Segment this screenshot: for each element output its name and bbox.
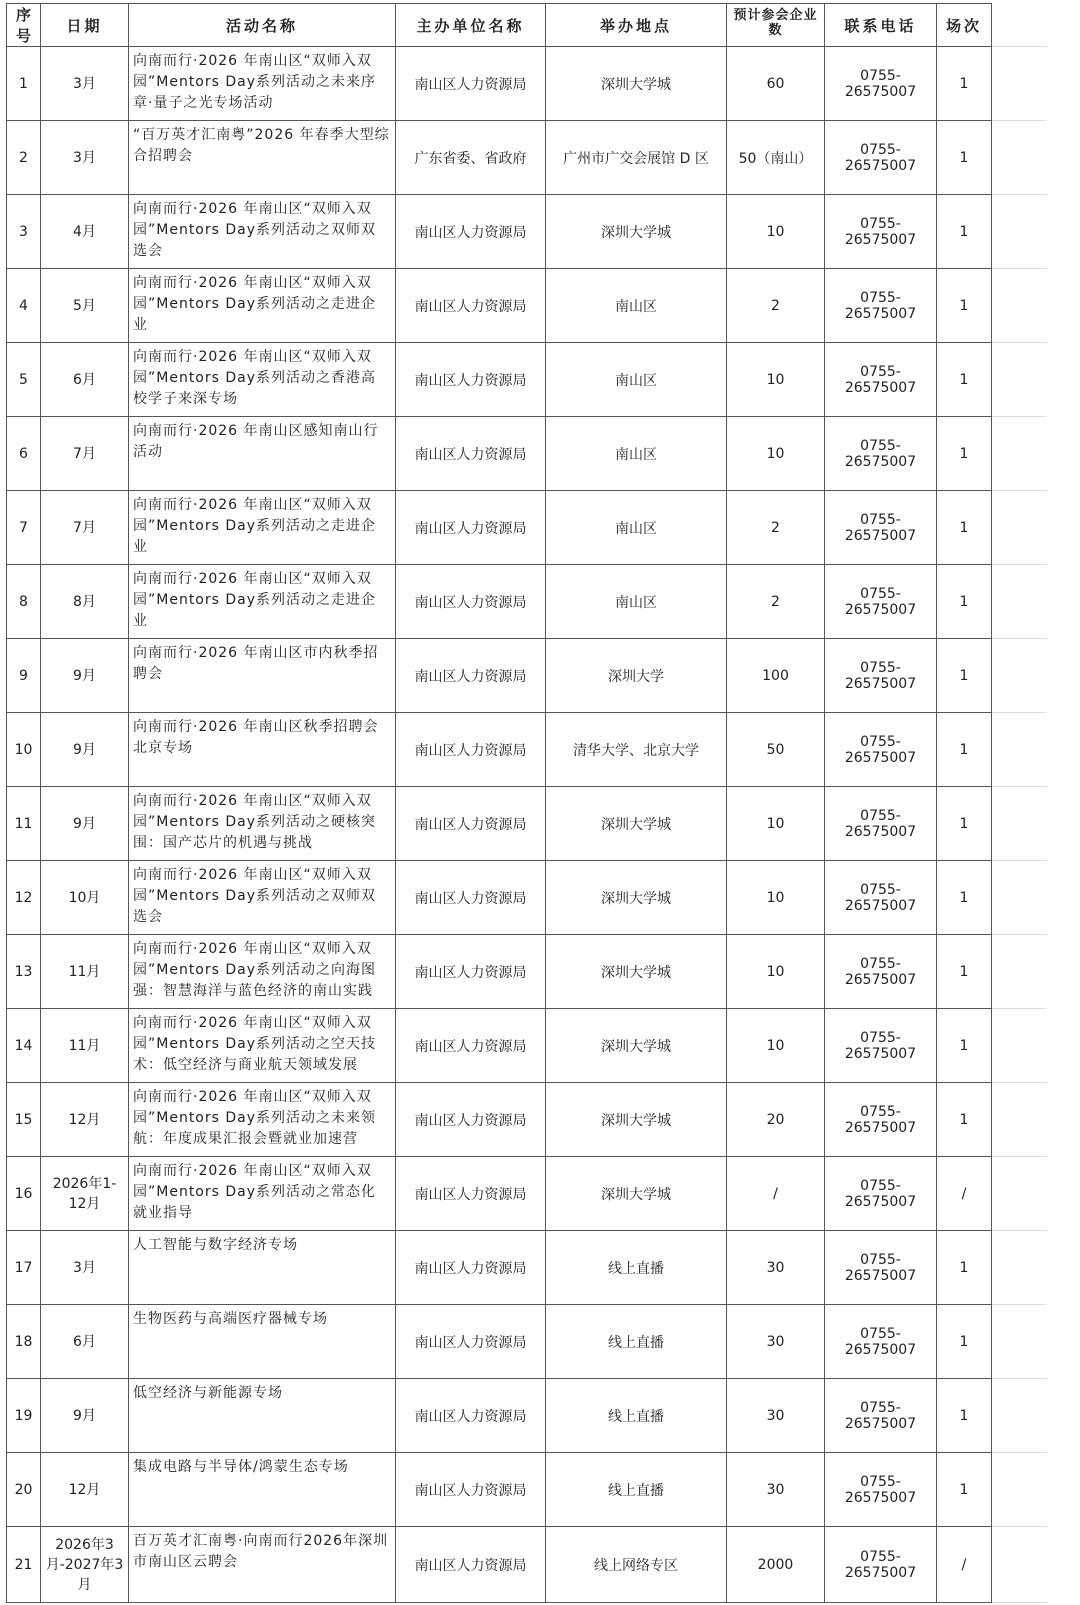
cell-expected-companies: 10 (727, 195, 825, 269)
cell-activity-name (129, 935, 396, 1009)
cell-host: 南山区人力资源局 (396, 1379, 546, 1453)
table-header-row (7, 4, 1047, 47)
activity-name-text: 向南而行·2026 年南山区市内秋季招聘会 (133, 645, 379, 682)
cell-host: 南山区人力资源局 (396, 491, 546, 565)
cell-host: 南山区人力资源局 (396, 343, 546, 417)
table-row (7, 269, 1047, 343)
cell-expected-companies: 2000 (727, 1527, 825, 1603)
activity-name-text: 向南而行·2026 年南山区感知南山行活动 (133, 423, 379, 460)
header-date: 日期 (41, 4, 129, 47)
cell-venue: 线上网络专区 (546, 1527, 727, 1603)
cell-activity-name (129, 1527, 396, 1603)
cell-date: 9月 (41, 713, 129, 787)
cell-venue: 深圳大学 (546, 639, 727, 713)
activity-name-text: 生物医药与高端医疗器械专场 (133, 1311, 328, 1327)
cell-expected-companies: / (727, 1157, 825, 1231)
table-row (7, 195, 1047, 269)
cell-no: 5 (7, 343, 41, 417)
cell-activity-name (129, 1231, 396, 1305)
row-spacer (992, 639, 1047, 713)
row-spacer (992, 269, 1047, 343)
table-row (7, 1157, 1047, 1231)
cell-sessions: 1 (937, 343, 992, 417)
cell-date: 3月 (41, 1231, 129, 1305)
cell-sessions: / (937, 1157, 992, 1231)
row-spacer (992, 1009, 1047, 1083)
row-spacer (992, 491, 1047, 565)
activity-name-text: 向南而行·2026 年南山区“双师入双园”Mentors Day系列活动之常态化就业指导 (133, 1163, 377, 1221)
header-expected-companies: 预计参会企业数 (727, 4, 825, 47)
cell-phone: 0755-26575007 (825, 121, 937, 195)
activity-name-text: 向南而行·2026 年南山区“双师入双园”Mentors Day系列活动之走进企业 (133, 497, 377, 555)
cell-date: 11月 (41, 935, 129, 1009)
cell-date: 8月 (41, 565, 129, 639)
cell-activity-name (129, 1083, 396, 1157)
cell-date: 4月 (41, 195, 129, 269)
cell-phone: 0755-26575007 (825, 1231, 937, 1305)
row-spacer (992, 417, 1047, 491)
cell-sessions: 1 (937, 47, 992, 121)
cell-date: 2026年1-12月 (41, 1157, 129, 1231)
cell-expected-companies: 20 (727, 1083, 825, 1157)
cell-activity-name (129, 47, 396, 121)
table-row (7, 491, 1047, 565)
cell-expected-companies: 30 (727, 1305, 825, 1379)
cell-activity-name (129, 195, 396, 269)
cell-venue: 南山区 (546, 565, 727, 639)
activity-name-text: 向南而行·2026 年南山区“双师入双园”Mentors Day系列活动之未来序章·量子之光专场活动 (133, 53, 377, 111)
cell-no: 17 (7, 1231, 41, 1305)
row-spacer (992, 1305, 1047, 1379)
cell-venue: 深圳大学城 (546, 47, 727, 121)
activity-name-text: 向南而行·2026 年南山区“双师入双园”Mentors Day系列活动之未来领航：年度成果汇报会暨就业加速营 (133, 1089, 377, 1147)
cell-no: 15 (7, 1083, 41, 1157)
table-row (7, 787, 1047, 861)
cell-expected-companies: 50（南山） (727, 121, 825, 195)
table-row (7, 47, 1047, 121)
cell-expected-companies: 10 (727, 343, 825, 417)
cell-venue: 深圳大学城 (546, 195, 727, 269)
cell-phone: 0755-26575007 (825, 195, 937, 269)
cell-host: 南山区人力资源局 (396, 1527, 546, 1603)
cell-sessions: / (937, 1527, 992, 1603)
activity-name-text: 向南而行·2026 年南山区“双师入双园”Mentors Day系列活动之硬核突围：国产芯片的机遇与挑战 (133, 793, 377, 851)
activity-name-text: 向南而行·2026 年南山区“双师入双园”Mentors Day系列活动之走进企业 (133, 275, 377, 333)
cell-no: 13 (7, 935, 41, 1009)
cell-venue: 深圳大学城 (546, 935, 727, 1009)
cell-phone: 0755-26575007 (825, 935, 937, 1009)
cell-venue: 清华大学、北京大学 (546, 713, 727, 787)
cell-venue: 广州市广交会展馆 D 区 (546, 121, 727, 195)
cell-phone: 0755-26575007 (825, 713, 937, 787)
activity-name-text: 向南而行·2026 年南山区秋季招聘会北京专场 (133, 719, 379, 756)
table-row (7, 417, 1047, 491)
cell-phone: 0755-26575007 (825, 343, 937, 417)
cell-activity-name (129, 121, 396, 195)
cell-date: 6月 (41, 1305, 129, 1379)
cell-venue: 深圳大学城 (546, 1083, 727, 1157)
cell-no: 6 (7, 417, 41, 491)
activity-name-text: 人工智能与数字经济专场 (133, 1237, 298, 1253)
cell-no: 10 (7, 713, 41, 787)
cell-phone: 0755-26575007 (825, 1453, 937, 1527)
cell-host: 南山区人力资源局 (396, 1157, 546, 1231)
activity-name-text: 向南而行·2026 年南山区“双师入双园”Mentors Day系列活动之双师双选会 (133, 201, 377, 259)
row-spacer (992, 1379, 1047, 1453)
table-row (7, 713, 1047, 787)
cell-host: 南山区人力资源局 (396, 861, 546, 935)
table-row (7, 639, 1047, 713)
cell-date: 3月 (41, 121, 129, 195)
cell-host: 南山区人力资源局 (396, 565, 546, 639)
row-spacer (992, 1231, 1047, 1305)
cell-phone: 0755-26575007 (825, 269, 937, 343)
cell-sessions: 1 (937, 1009, 992, 1083)
cell-date: 9月 (41, 639, 129, 713)
cell-no: 1 (7, 47, 41, 121)
activity-name-text: 向南而行·2026 年南山区“双师入双园”Mentors Day系列活动之走进企业 (133, 571, 377, 629)
cell-expected-companies: 10 (727, 787, 825, 861)
cell-sessions: 1 (937, 1305, 992, 1379)
cell-date: 12月 (41, 1453, 129, 1527)
cell-activity-name (129, 417, 396, 491)
cell-date: 5月 (41, 269, 129, 343)
table-row (7, 935, 1047, 1009)
cell-venue: 南山区 (546, 417, 727, 491)
activity-name-text: “百万英才汇南粤”2026 年春季大型综合招聘会 (133, 127, 390, 164)
cell-expected-companies: 10 (727, 935, 825, 1009)
cell-sessions: 1 (937, 861, 992, 935)
table-row (7, 565, 1047, 639)
cell-activity-name (129, 491, 396, 565)
cell-expected-companies: 10 (727, 417, 825, 491)
cell-no: 4 (7, 269, 41, 343)
cell-activity-name (129, 1305, 396, 1379)
cell-expected-companies: 2 (727, 565, 825, 639)
cell-no: 2 (7, 121, 41, 195)
cell-phone: 0755-26575007 (825, 417, 937, 491)
cell-venue: 线上直播 (546, 1231, 727, 1305)
cell-activity-name (129, 713, 396, 787)
cell-venue: 线上直播 (546, 1305, 727, 1379)
row-spacer (992, 1453, 1047, 1527)
cell-activity-name (129, 861, 396, 935)
cell-phone: 0755-26575007 (825, 47, 937, 121)
cell-expected-companies: 60 (727, 47, 825, 121)
cell-activity-name (129, 1379, 396, 1453)
header-activity-name: 活动名称 (129, 4, 396, 47)
cell-phone: 0755-26575007 (825, 1009, 937, 1083)
cell-host: 南山区人力资源局 (396, 713, 546, 787)
cell-activity-name (129, 1453, 396, 1527)
cell-phone: 0755-26575007 (825, 1379, 937, 1453)
cell-venue: 南山区 (546, 343, 727, 417)
row-spacer (992, 787, 1047, 861)
cell-no: 14 (7, 1009, 41, 1083)
cell-sessions: 1 (937, 417, 992, 491)
row-spacer (992, 121, 1047, 195)
cell-phone: 0755-26575007 (825, 1083, 937, 1157)
cell-date: 9月 (41, 1379, 129, 1453)
cell-sessions: 1 (937, 121, 992, 195)
cell-expected-companies: 30 (727, 1231, 825, 1305)
cell-phone: 0755-26575007 (825, 491, 937, 565)
activity-name-text: 低空经济与新能源专场 (133, 1385, 283, 1401)
cell-expected-companies: 100 (727, 639, 825, 713)
row-spacer (992, 195, 1047, 269)
header-host: 主办单位名称 (396, 4, 546, 47)
activity-name-text: 向南而行·2026 年南山区“双师入双园”Mentors Day系列活动之香港高校学子来深专场 (133, 349, 377, 407)
cell-sessions: 1 (937, 1231, 992, 1305)
cell-no: 21 (7, 1527, 41, 1603)
table-row (7, 1379, 1047, 1453)
cell-host: 南山区人力资源局 (396, 1009, 546, 1083)
cell-host: 南山区人力资源局 (396, 269, 546, 343)
table-row (7, 121, 1047, 195)
cell-date: 2026年3月-2027年3月 (41, 1527, 129, 1603)
cell-activity-name (129, 1009, 396, 1083)
cell-sessions: 1 (937, 1083, 992, 1157)
cell-venue: 线上直播 (546, 1379, 727, 1453)
row-spacer (992, 861, 1047, 935)
cell-host: 南山区人力资源局 (396, 417, 546, 491)
cell-phone: 0755-26575007 (825, 861, 937, 935)
cell-activity-name (129, 565, 396, 639)
cell-host: 南山区人力资源局 (396, 195, 546, 269)
cell-no: 18 (7, 1305, 41, 1379)
row-spacer (992, 47, 1047, 121)
table-row (7, 1083, 1047, 1157)
cell-activity-name (129, 343, 396, 417)
cell-expected-companies: 50 (727, 713, 825, 787)
row-spacer (992, 713, 1047, 787)
cell-no: 19 (7, 1379, 41, 1453)
activity-name-text: 向南而行·2026 年南山区“双师入双园”Mentors Day系列活动之向海图强：智慧海洋与蓝色经济的南山实践 (133, 941, 377, 999)
cell-no: 12 (7, 861, 41, 935)
cell-phone: 0755-26575007 (825, 565, 937, 639)
cell-sessions: 1 (937, 639, 992, 713)
cell-expected-companies: 10 (727, 861, 825, 935)
header-venue: 举办地点 (546, 4, 727, 47)
row-spacer (992, 565, 1047, 639)
cell-date: 10月 (41, 861, 129, 935)
cell-sessions: 1 (937, 935, 992, 1009)
activity-name-text: 百万英才汇南粤·向南而行2026年深圳市南山区云聘会 (133, 1533, 389, 1570)
cell-phone: 0755-26575007 (825, 1305, 937, 1379)
header-no: 序号 (7, 4, 41, 47)
cell-sessions: 1 (937, 269, 992, 343)
activity-name-text: 向南而行·2026 年南山区“双师入双园”Mentors Day系列活动之空天技术：低空经济与商业航天领域发展 (133, 1015, 377, 1073)
cell-host: 南山区人力资源局 (396, 47, 546, 121)
cell-sessions: 1 (937, 491, 992, 565)
cell-venue: 南山区 (546, 491, 727, 565)
cell-date: 3月 (41, 47, 129, 121)
cell-sessions: 1 (937, 565, 992, 639)
cell-venue: 深圳大学城 (546, 787, 727, 861)
activity-name-text: 集成电路与半导体/鸿蒙生态专场 (133, 1459, 349, 1475)
table-row (7, 861, 1047, 935)
cell-expected-companies: 10 (727, 1009, 825, 1083)
cell-host: 南山区人力资源局 (396, 639, 546, 713)
cell-no: 9 (7, 639, 41, 713)
cell-no: 11 (7, 787, 41, 861)
row-spacer (992, 935, 1047, 1009)
header-sessions: 场次 (937, 4, 992, 47)
activity-name-text: 向南而行·2026 年南山区“双师入双园”Mentors Day系列活动之双师双选会 (133, 867, 377, 925)
header-phone: 联系电话 (825, 4, 937, 47)
header-spacer (992, 4, 1047, 47)
table-body (7, 47, 1047, 1603)
cell-sessions: 1 (937, 787, 992, 861)
cell-no: 3 (7, 195, 41, 269)
cell-date: 7月 (41, 491, 129, 565)
cell-expected-companies: 30 (727, 1453, 825, 1527)
cell-host: 南山区人力资源局 (396, 1305, 546, 1379)
cell-date: 6月 (41, 343, 129, 417)
row-spacer (992, 1157, 1047, 1231)
cell-host: 南山区人力资源局 (396, 787, 546, 861)
activity-schedule-table (6, 3, 1047, 1603)
cell-sessions: 1 (937, 713, 992, 787)
table-row (7, 343, 1047, 417)
cell-no: 7 (7, 491, 41, 565)
cell-venue: 南山区 (546, 269, 727, 343)
cell-host: 广东省委、省政府 (396, 121, 546, 195)
cell-activity-name (129, 639, 396, 713)
row-spacer (992, 1527, 1047, 1603)
cell-activity-name (129, 787, 396, 861)
cell-no: 20 (7, 1453, 41, 1527)
cell-no: 16 (7, 1157, 41, 1231)
cell-venue: 深圳大学城 (546, 861, 727, 935)
cell-expected-companies: 30 (727, 1379, 825, 1453)
cell-date: 11月 (41, 1009, 129, 1083)
cell-expected-companies: 2 (727, 269, 825, 343)
table-row (7, 1231, 1047, 1305)
cell-phone: 0755-26575007 (825, 1157, 937, 1231)
cell-no: 8 (7, 565, 41, 639)
table-row (7, 1527, 1047, 1603)
cell-date: 9月 (41, 787, 129, 861)
cell-host: 南山区人力资源局 (396, 1453, 546, 1527)
row-spacer (992, 1083, 1047, 1157)
cell-venue: 线上直播 (546, 1453, 727, 1527)
cell-expected-companies: 2 (727, 491, 825, 565)
cell-venue: 深圳大学城 (546, 1157, 727, 1231)
cell-date: 7月 (41, 417, 129, 491)
cell-phone: 0755-26575007 (825, 639, 937, 713)
cell-sessions: 1 (937, 1379, 992, 1453)
cell-venue: 深圳大学城 (546, 1009, 727, 1083)
cell-sessions: 1 (937, 1453, 992, 1527)
table-row (7, 1305, 1047, 1379)
cell-date: 12月 (41, 1083, 129, 1157)
cell-phone: 0755-26575007 (825, 787, 937, 861)
cell-host: 南山区人力资源局 (396, 1083, 546, 1157)
cell-phone: 0755-26575007 (825, 1527, 937, 1603)
cell-host: 南山区人力资源局 (396, 1231, 546, 1305)
row-spacer (992, 343, 1047, 417)
cell-activity-name (129, 269, 396, 343)
cell-sessions: 1 (937, 195, 992, 269)
cell-host: 南山区人力资源局 (396, 935, 546, 1009)
table-row (7, 1453, 1047, 1527)
table-row (7, 1009, 1047, 1083)
cell-activity-name (129, 1157, 396, 1231)
